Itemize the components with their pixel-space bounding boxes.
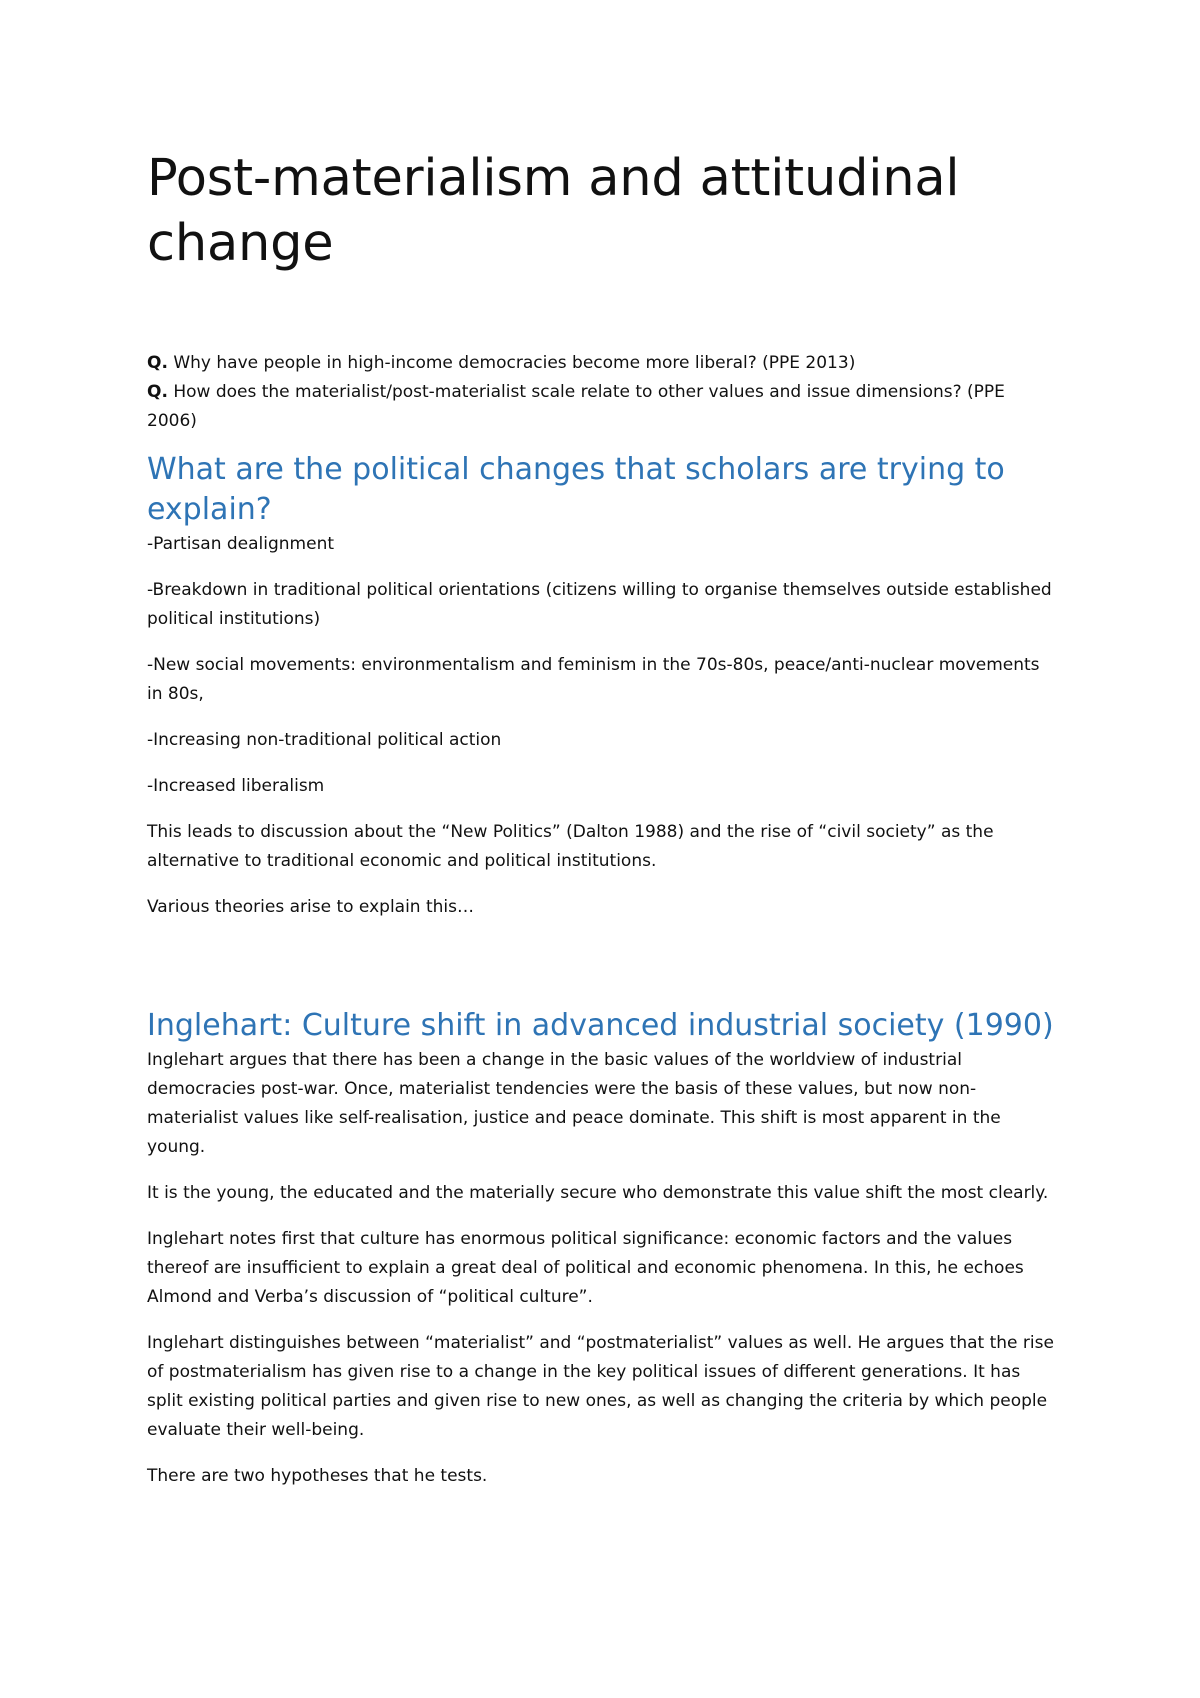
document-title: Post-materialism and attitudinal change <box>147 149 960 273</box>
paragraph: Inglehart distinguishes between “materialist” and “postmaterialist” values as well. He argues that the rise of postmaterialism has given rise to a change in the key political issues of different generations. It has split existing political parties and given rise to new ones, as well as changing the criteria by which people evaluate their well-being. <box>147 1333 1054 1440</box>
paragraph: -Breakdown in traditional political orientations (citizens willing to organise themselves outside established political institutions) <box>147 580 1052 629</box>
paragraph: Inglehart notes first that culture has enormous political significance: economic factors and the values thereof are insufficient to explain a great deal of political and economic phenomena. In this, he echoes Almond and Verba’s discussion of “political culture”. <box>147 1229 1024 1307</box>
question-2 <box>147 378 1060 436</box>
paragraph: -Increased liberalism <box>147 776 325 796</box>
paragraph: -Increasing non-traditional political action <box>147 730 502 750</box>
question-1 <box>147 349 1060 378</box>
paragraph: It is the young, the educated and the materially secure who demonstrate this value shift the most clearly. <box>147 1183 1049 1203</box>
question-label: Q. <box>147 382 168 402</box>
paragraph: Various theories arise to explain this… <box>147 897 475 917</box>
paragraph: This leads to discussion about the “New Politics” (Dalton 1988) and the rise of “civil society” as the alternative to traditional economic and political institutions. <box>147 822 994 871</box>
question-text: How does the materialist/post-materialist scale relate to other values and issue dimensions? (PPE 2006) <box>147 382 1005 431</box>
paragraph: -New social movements: environmentalism and feminism in the 70s-80s, peace/anti-nuclear movements in 80s, <box>147 655 1040 704</box>
paragraph: Inglehart argues that there has been a change in the basic values of the worldview of industrial democracies post-war. Once, materialist tendencies were the basis of these values, but now non-materialist values like self-realisation, justice and peace dominate. This shift is most apparent in the young. <box>147 1050 1001 1157</box>
paragraph: -Partisan dealignment <box>147 534 335 554</box>
section-heading-political-changes: What are the political changes that scholars are trying to explain? <box>147 452 1005 527</box>
question-text: Why have people in high-income democracies become more liberal? (PPE 2013) <box>167 353 856 373</box>
exam-questions <box>147 349 1060 436</box>
section-body-inglehart <box>147 1046 1060 1491</box>
section-heading-inglehart: Inglehart: Culture shift in advanced industrial society (1990) <box>147 1008 1054 1043</box>
section-body-political-changes <box>147 530 1060 922</box>
question-label: Q. <box>147 353 168 373</box>
paragraph: There are two hypotheses that he tests. <box>147 1466 488 1486</box>
